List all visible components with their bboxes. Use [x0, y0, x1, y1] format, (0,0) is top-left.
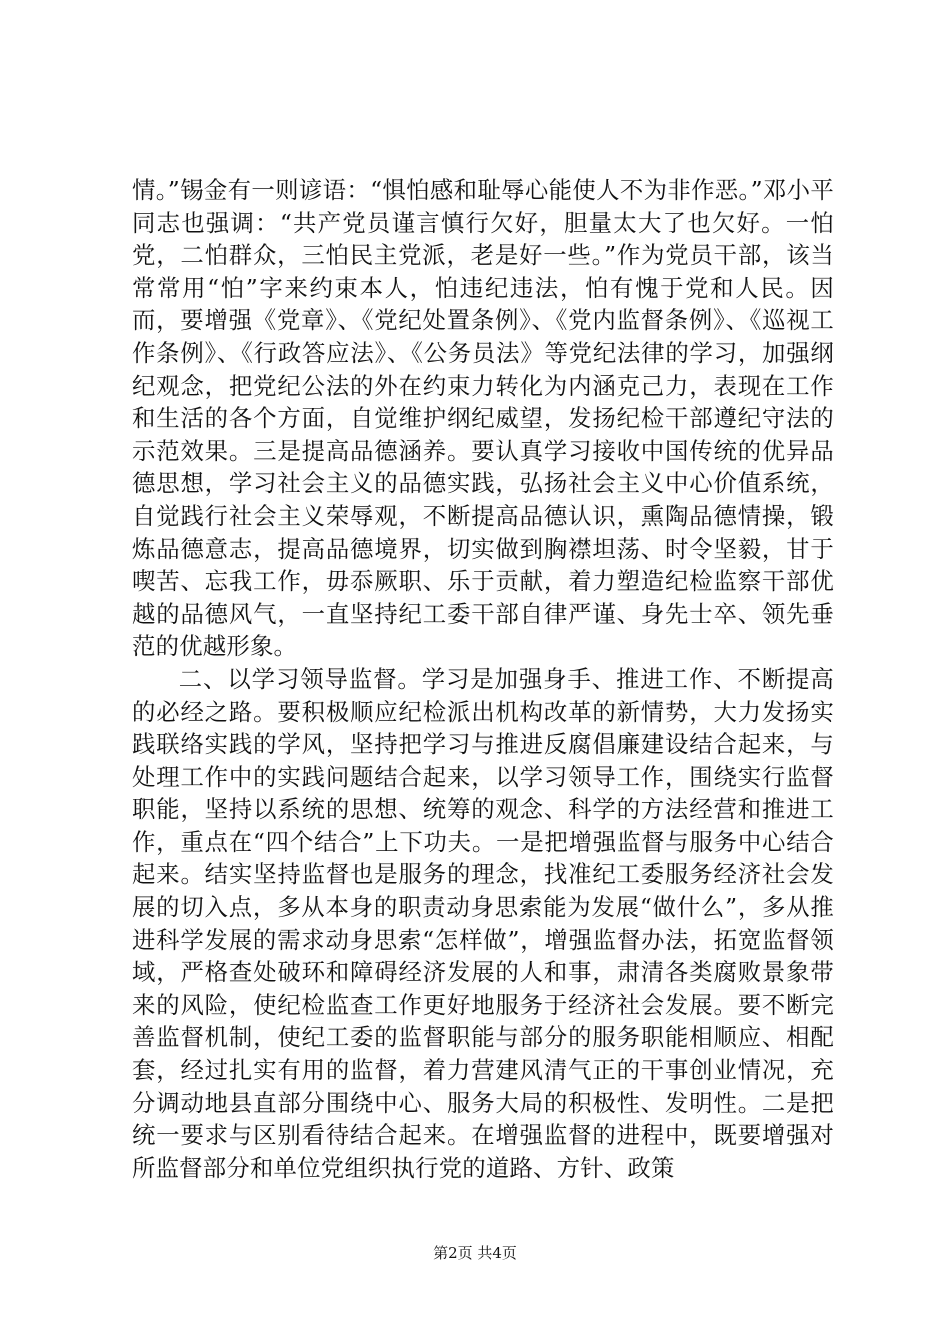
- page-footer: [0, 1243, 950, 1263]
- paragraph-2: 二、以学习领导监督。学习是加强身手、推进工作、不断提高的必经之路。要积极顺应纪检派出机构改革的新情势，大力发扬实践联络实践的学风，坚持把学习与推进反腐倡廉建设结合起来，与处理工作中的实践问题结合起来，以学习领导工作，围绕实行监督职能，坚持以系统的思想、统筹的观念、科学的方法经营和推进工作，重点在“四个结合”上下功夫。一是把增强监督与服务中心结合起来。结实坚持监督也是服务的理念，找准纪工委服务经济社会发展的切入点，多从本身的职责动身思索能为发展“做什么”，多从推进科学发展的需求动身思索“怎样做”，增强监督办法，拓宽监督领域，严格查处破环和障碍经济发展的人和事，肃清各类腐败景象带来的风险，使纪检监查工作更好地服务于经济社会发展。要不断完善监督机制，使纪工委的监督职能与部分的服务职能相顺应、相配套，经过扎实有用的监督，着力营建风清气正的干事创业情况，充分调动地县直部分围绕中心、服务大局的积极性、发明性。二是把统一要求与区别看待结合起来。在增强监督的进程中，既要增强对所监督部分和单位党组织执行党的道路、方针、政策: [132, 664, 834, 1182]
- paragraph-1: 情。”锡金有一则谚语：“惧怕感和耻辱心能使人不为非作恶。”邓小平同志也强调：“共产党员谨言慎行欠好，胆量太大了也欠好。一怕党，二怕群众，三怕民主党派，老是好一些。”作为党员干部，该当常常用“怕”字来约束本人，怕违纪违法，怕有愧于党和人民。因而，要增强《党章》、《党纪处置条例》、《党内监督条例》、《巡视工作条例》、《行政答应法》、《公务员法》等党纪法律的学习，加强纲纪观念，把党纪公法的外在约束力转化为内涵克己力，表现在工作和生活的各个方面，自觉维护纲纪威望，发扬纪检干部遵纪守法的示范效果。三是提高品德涵养。要认真学习接收中国传统的优异品德思想，学习社会主义的品德实践，弘扬社会主义中心价值系统，自觉践行社会主义荣辱观，不断提高品德认识，熏陶品德情操，锻炼品德意志，提高品德境界，切实做到胸襟坦荡、时令坚毅，甘于喫苦、忘我工作，毋忝厥职、乐于贡献，着力塑造纪检监察干部优越的品德风气，一直坚持纪工委干部自律严谨、身先士卒、领先垂范的优越形象。: [132, 176, 834, 661]
- page-number: 第2页 共4页: [433, 1244, 517, 1262]
- document-body: [132, 174, 834, 1184]
